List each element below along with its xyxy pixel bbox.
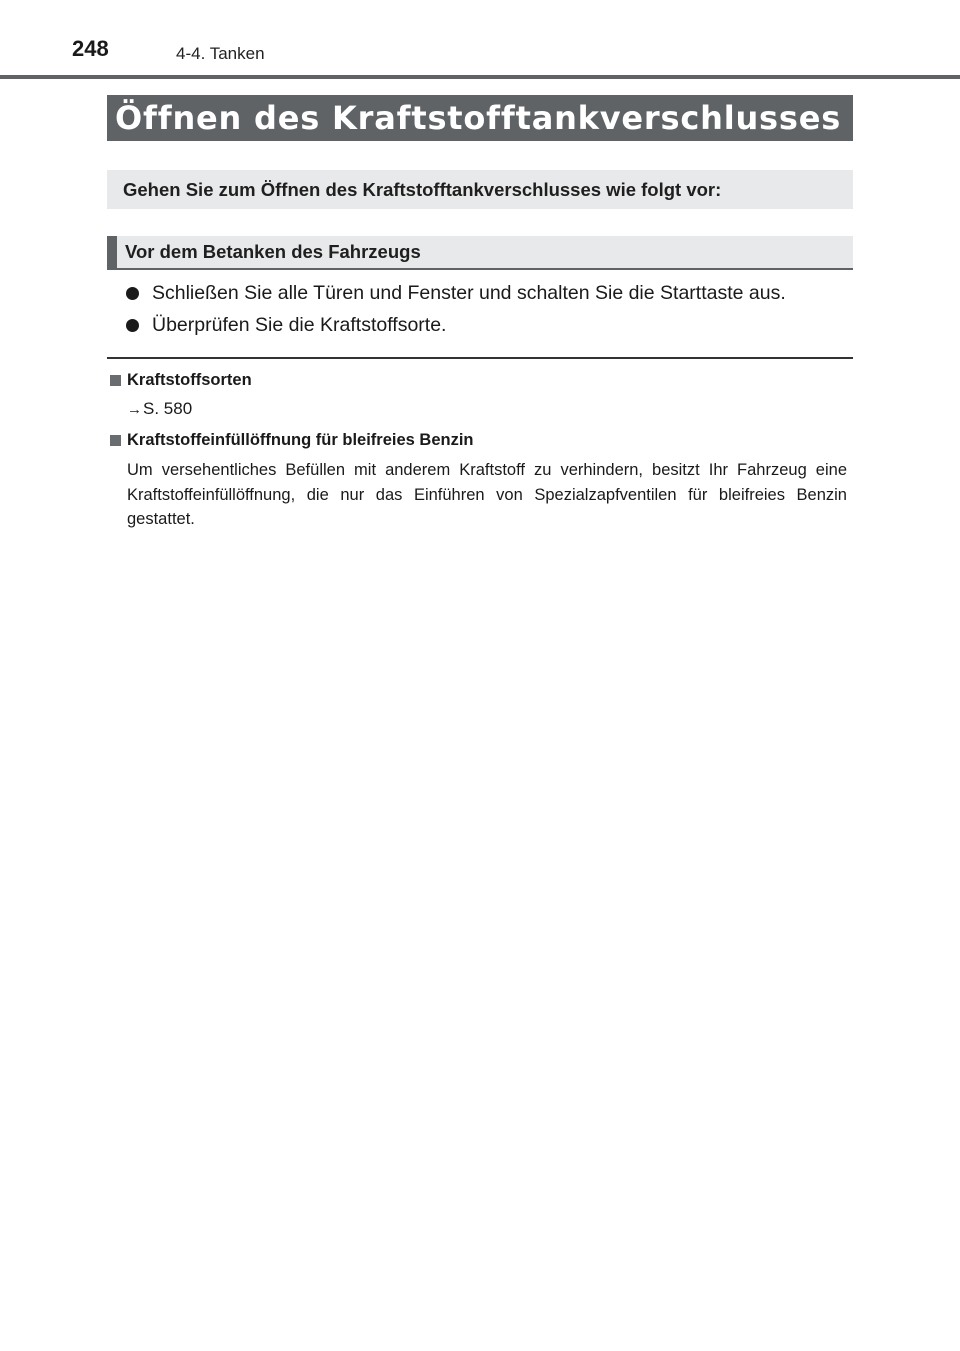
note-heading-text: Kraftstoffsorten xyxy=(127,371,252,389)
list-item-text: Überprüfen Sie die Kraftstoffsorte. xyxy=(152,313,447,336)
arrow-right-icon: → xyxy=(127,400,142,418)
note-heading-text: Kraftstoffeinfüllöffnung für bleifreies Benzin xyxy=(127,431,474,449)
section-label: 4-4. Tanken xyxy=(176,44,265,63)
bullet-icon xyxy=(126,319,139,332)
subsection-band xyxy=(107,236,853,270)
subsection-title: Vor dem Betanken des Fahrzeugs xyxy=(125,241,421,262)
bullet-list xyxy=(126,278,856,342)
page-reference-text: S. 580 xyxy=(143,399,193,418)
header-rule xyxy=(0,75,960,79)
bullet-icon xyxy=(126,287,139,300)
list-item xyxy=(126,278,856,308)
list-item xyxy=(126,310,856,340)
intro-box xyxy=(107,170,853,209)
square-icon xyxy=(110,375,121,386)
note-heading-filler xyxy=(110,431,474,450)
intro-text: Gehen Sie zum Öffnen des Kraftstofftankverschlusses wie folgt vor: xyxy=(123,178,722,200)
square-icon xyxy=(110,435,121,446)
page-reference[interactable] xyxy=(127,399,192,419)
list-item-text: Schließen Sie alle Türen und Fenster und schalten Sie die Starttaste aus. xyxy=(152,281,786,304)
page-title-band xyxy=(107,95,853,141)
note-heading-fuel-types xyxy=(110,371,252,390)
note-body: Um versehentliches Befüllen mit anderem Kraftstoff zu verhindern, besitzt Ihr Fahrzeug eine Kraftstoffeinfüllöffnung, die nur das Einführen von Spezialzapfventilen für bleifreies Benzin gestattet. xyxy=(127,461,847,528)
page-number: 248 xyxy=(72,36,109,61)
page-title: Öffnen des Kraftstofftankverschlusses xyxy=(115,99,842,137)
section-divider xyxy=(107,357,853,359)
